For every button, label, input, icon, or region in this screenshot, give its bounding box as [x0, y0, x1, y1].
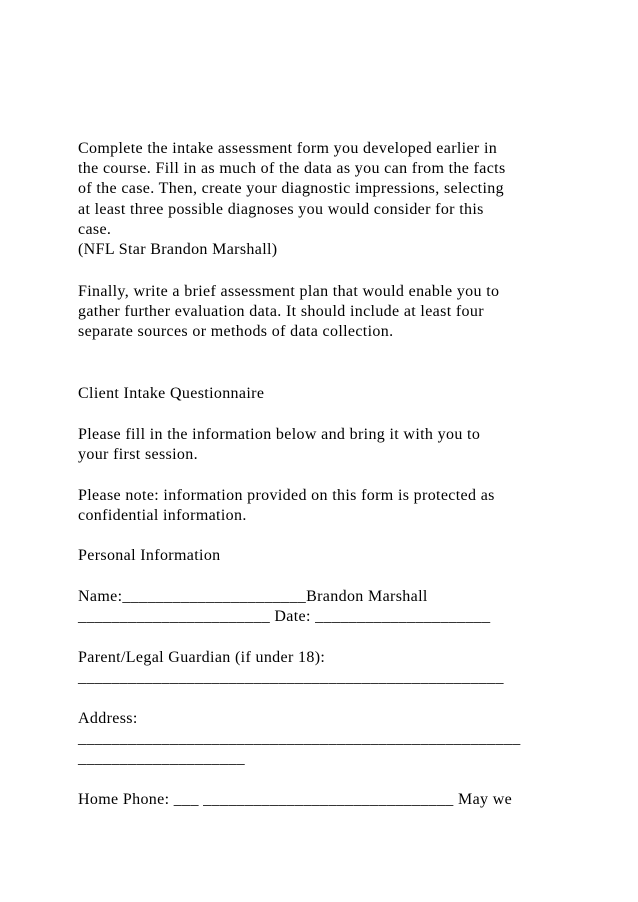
name-field-line: Name:______________________Brandon Marshall: [78, 588, 428, 605]
form-title: Client Intake Questionnaire: [78, 385, 265, 402]
section-heading: Personal Information: [78, 547, 221, 564]
plan-line-2: gather further evaluation data. It should include at least four: [78, 303, 484, 320]
date-field-line: _______________________ Date: _____________________: [78, 608, 491, 625]
instructions-line-1: Complete the intake assessment form you developed earlier in: [78, 140, 498, 157]
guardian-field-line: ___________________________________________________: [78, 669, 504, 686]
case-subject-line: (NFL Star Brandon Marshall): [78, 241, 278, 258]
confidentiality-note-line-1: Please note: information provided on this form is protected as: [78, 487, 495, 504]
form-intro-line-1: Please fill in the information below and bring it with you to: [78, 426, 481, 443]
instructions-line-5: case.: [78, 221, 112, 238]
instructions-line-3: of the case. Then, create your diagnostic impressions, selecting: [78, 180, 504, 197]
home-phone-field-line: Home Phone: ___ ______________________________ May we: [78, 791, 513, 808]
address-field-line-1: _____________________________________________________: [78, 730, 521, 747]
address-label: Address:: [78, 710, 138, 727]
instructions-line-2: the course. Fill in as much of the data as you can from the facts: [78, 160, 506, 177]
plan-line-3: separate sources or methods of data collection.: [78, 323, 394, 340]
form-intro-line-2: your first session.: [78, 446, 198, 463]
instructions-line-4: at least three possible diagnoses you would consider for this: [78, 201, 484, 218]
plan-line-1: Finally, write a brief assessment plan that would enable you to: [78, 283, 500, 300]
guardian-label: Parent/Legal Guardian (if under 18):: [78, 649, 326, 666]
address-field-line-2: ____________________: [78, 750, 245, 767]
confidentiality-note-line-2: confidential information.: [78, 507, 247, 524]
